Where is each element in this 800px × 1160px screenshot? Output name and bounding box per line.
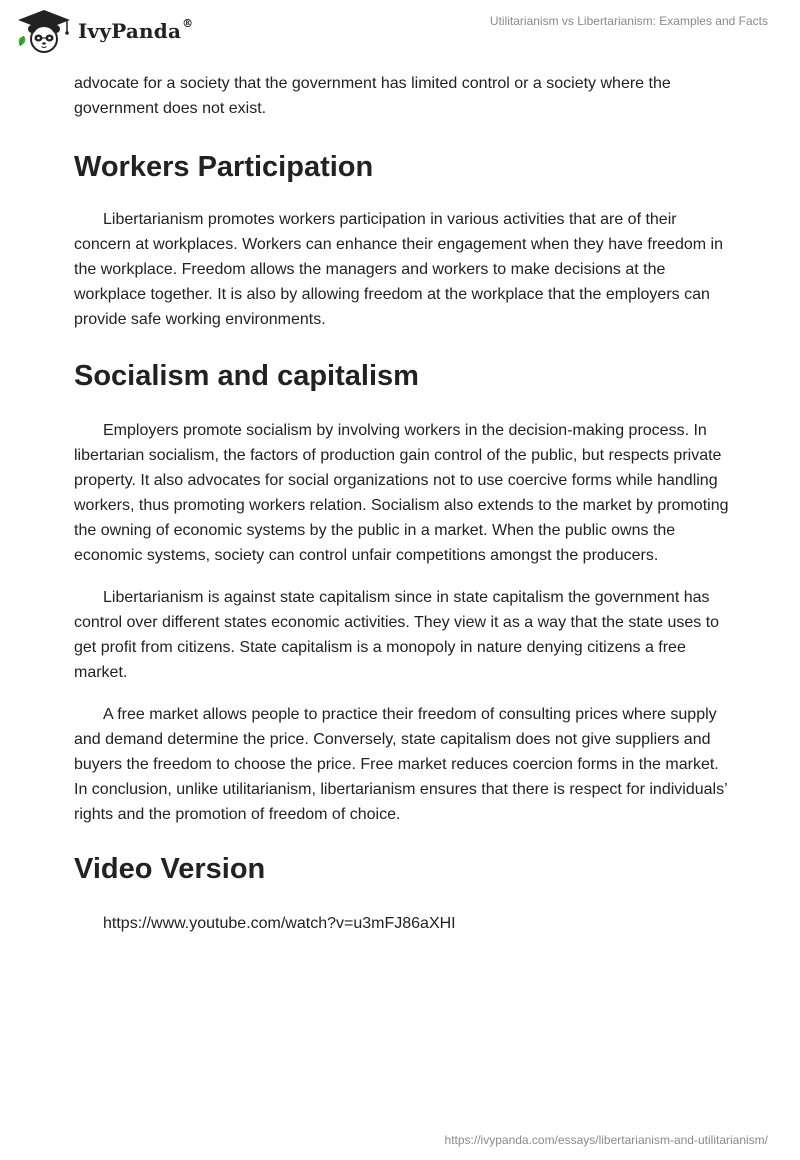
panda-graduate-icon	[14, 8, 74, 54]
brand-text: IvyPanda	[78, 19, 182, 43]
paragraph: Libertarianism is against state capitalism since in state capitalism the government has control over different states economic activities. They view it as a way that the state uses to get profit from citizens. State capitalism is a monopoly in nature denying citizens a free market.	[74, 589, 720, 681]
section-heading-video-version: Video Version	[74, 853, 266, 885]
paragraph: Libertarianism promotes workers participation in various activities that are of their concern at workplaces. Workers can enhance their engagement when they have freedom in the workplace. Freedom allows the managers and workers to make decisions at the workplace together. It is also by allowing freedom at the workplace that the employers can provide safe working environments.	[74, 211, 723, 328]
section-heading-workers-participation: Workers Participation	[74, 151, 374, 183]
brand-name	[78, 19, 193, 43]
page-header	[0, 0, 800, 70]
section-heading-socialism-and-capitalism: Socialism and capitalism	[74, 360, 419, 392]
lead-paragraph: advocate for a society that the government has limited control or a society where the government does not exist.	[74, 75, 671, 117]
document-title: Utilitarianism vs Libertarianism: Examples and Facts	[489, 14, 768, 28]
video-link[interactable]: https://www.youtube.com/watch?v=u3mFJ86aXHI	[103, 915, 456, 932]
registered-mark: ®	[182, 17, 194, 30]
paragraph: A free market allows people to practice their freedom of consulting prices where supply and demand determine the price. Conversely, state capitalism does not give suppliers and buyers the freedom to choose the price. Free market reduces coercion forms in the market. In conclusion, unlike utilitarianism, libertarianism ensures that there is respect for individuals’ rights and the promotion of freedom of choice.	[74, 706, 728, 823]
essay-content	[74, 71, 734, 936]
ivypanda-logo[interactable]	[14, 8, 193, 54]
paragraph: Employers promote socialism by involving workers in the decision-making process. In libertarian socialism, the factors of production gain control of the public, but respects private property. It also advocates for social organizations not to use coercive forms while handling workers, thus promoting workers relation. Socialism also extends to the market by promoting the owning of economic systems by the public in a market. When the public owns the economic systems, society can control unfair competitions amongst the producers.	[74, 422, 729, 564]
footer-source-url[interactable]: https://ivypanda.com/essays/libertarianism-and-utilitarianism/	[444, 1133, 768, 1147]
